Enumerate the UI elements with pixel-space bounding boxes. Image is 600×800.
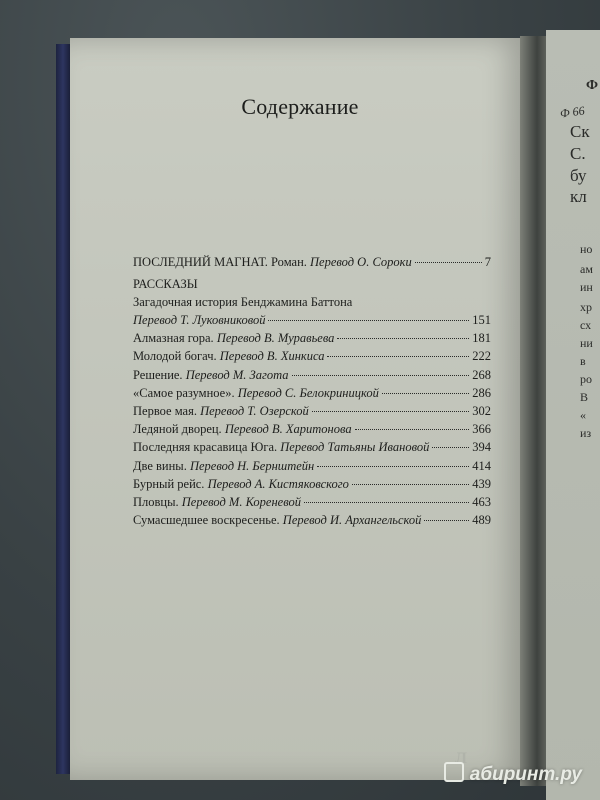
toc-entry-translator: Перевод В. Муравьева — [216, 331, 335, 346]
right-page-index: Ф 66 — [559, 103, 586, 121]
toc-entry-page: 286 — [472, 385, 491, 400]
right-page-small-line: « — [580, 408, 586, 422]
right-page-line: кл — [570, 187, 587, 206]
leader-dots — [317, 466, 469, 467]
toc-entry-title: ПОСЛЕДНИЙ МАГНАТ. Роман. — [133, 255, 307, 269]
leader-dots — [432, 447, 469, 448]
page-title: Содержание — [241, 94, 359, 119]
toc-entry-translator: Перевод А. Кистяковского — [207, 476, 349, 491]
right-page-small-line: ни — [580, 336, 593, 350]
toc-entry-page: 463 — [472, 495, 491, 509]
toc-entry — [133, 459, 491, 474]
toc-entry-translator: Перевод Татьяны Ивановой — [280, 440, 430, 455]
faint-background-mark: Л — [455, 750, 467, 767]
leader-dots — [304, 502, 469, 503]
toc-entry-page: 151 — [472, 313, 491, 327]
toc-entry-title: Первое мая. — [133, 404, 197, 418]
toc-entry — [133, 477, 491, 492]
toc-entry — [133, 331, 491, 346]
toc-entry-page: 222 — [472, 349, 491, 364]
toc-entry-title: Алмазная гора. — [133, 331, 214, 346]
toc-entry-page: 7 — [484, 255, 491, 269]
toc-entry — [133, 349, 491, 364]
leader-dots — [355, 429, 470, 430]
leader-dots — [382, 393, 469, 394]
toc-entry-translator: Перевод Н. Бернштейн — [189, 458, 315, 473]
toc-entry-page: 366 — [472, 422, 491, 437]
toc-entry-title: Последняя красавица Юга. — [133, 440, 278, 455]
toc-entry-page: 302 — [472, 404, 491, 418]
leader-dots — [424, 520, 469, 521]
toc-entry-title: Ледяной дворец. — [133, 422, 222, 437]
leader-dots — [352, 484, 469, 485]
toc-entry-title: Бурный рейс. — [133, 476, 205, 491]
toc-entry-translator: Перевод С. Белокриницкой — [237, 385, 379, 400]
toc-entry-novel — [133, 255, 491, 270]
right-page-line: С. — [570, 144, 586, 163]
section-heading: РАССКАЗЫ — [133, 277, 198, 291]
toc-entry-title: Две вины. — [133, 458, 187, 473]
leader-dots — [268, 320, 469, 321]
toc-entry — [133, 404, 491, 419]
right-page-small-line: ро — [580, 372, 592, 386]
leader-dots — [327, 356, 469, 357]
watermark-text: абиринт.ру — [469, 764, 582, 785]
leader-dots — [415, 262, 482, 263]
right-page-small-line: из — [580, 426, 592, 440]
toc-entry-title: Решение. — [133, 367, 183, 382]
toc-entry-translator: Перевод Т. Луковниковой — [133, 313, 266, 327]
toc-entry-translator: Перевод Т. Озерской — [200, 404, 309, 418]
right-page-small-line: в — [580, 354, 586, 368]
toc-entry-title: Молодой богач. — [133, 349, 217, 364]
right-page — [546, 30, 600, 800]
right-page-small-line: ин — [580, 280, 593, 294]
right-page-title: Ф — [586, 78, 599, 93]
toc-entry-title: Сумасшедшее воскресенье. — [133, 513, 280, 528]
right-page-small-line: но — [580, 242, 593, 256]
right-page-line: бу — [570, 166, 587, 185]
toc-entry-title: «Самое разумное». — [133, 385, 235, 400]
toc-entry — [133, 513, 491, 528]
toc-entry-translator: Перевод В. Харитонова — [224, 422, 352, 437]
right-page-small-line: сх — [580, 318, 592, 332]
toc-entry-page: 268 — [472, 367, 491, 382]
toc-entry-translator: Перевод И. Архангельской — [282, 513, 422, 528]
toc-entry-translator: Перевод М. Кореневой — [181, 495, 301, 509]
toc-entry-translator: Перевод М. Загота — [185, 367, 289, 382]
right-page-small-line: В — [580, 390, 589, 404]
toc-entry-title: Загадочная история Бенджамина Баттона — [133, 295, 353, 309]
right-page-small-line: хр — [580, 300, 592, 314]
toc-entry-translator: Перевод В. Хинкиса — [219, 349, 325, 364]
book-cover-edge — [56, 44, 70, 774]
watermark — [444, 762, 582, 786]
right-page-small-line: ам — [580, 262, 593, 276]
toc-entry — [133, 386, 491, 401]
toc-entry — [133, 440, 491, 455]
toc-entry — [133, 313, 491, 328]
toc-entry — [133, 422, 491, 437]
toc-entry-page: 489 — [472, 513, 491, 528]
toc-entry — [133, 368, 491, 383]
leader-dots — [337, 338, 469, 339]
toc-entry-page: 181 — [472, 331, 491, 346]
leader-dots — [312, 411, 469, 412]
toc-entry-page: 394 — [472, 440, 491, 455]
toc-entry-title: Пловцы. — [133, 495, 179, 509]
labirint-logo-icon — [444, 762, 464, 782]
toc-entry — [133, 495, 491, 510]
toc-entry-page: 414 — [472, 458, 491, 473]
right-page-line: Ск — [570, 122, 590, 141]
leader-dots — [292, 375, 470, 376]
toc-entry-page: 439 — [472, 476, 491, 491]
toc-entry-translator: Перевод О. Сороки — [310, 255, 412, 269]
